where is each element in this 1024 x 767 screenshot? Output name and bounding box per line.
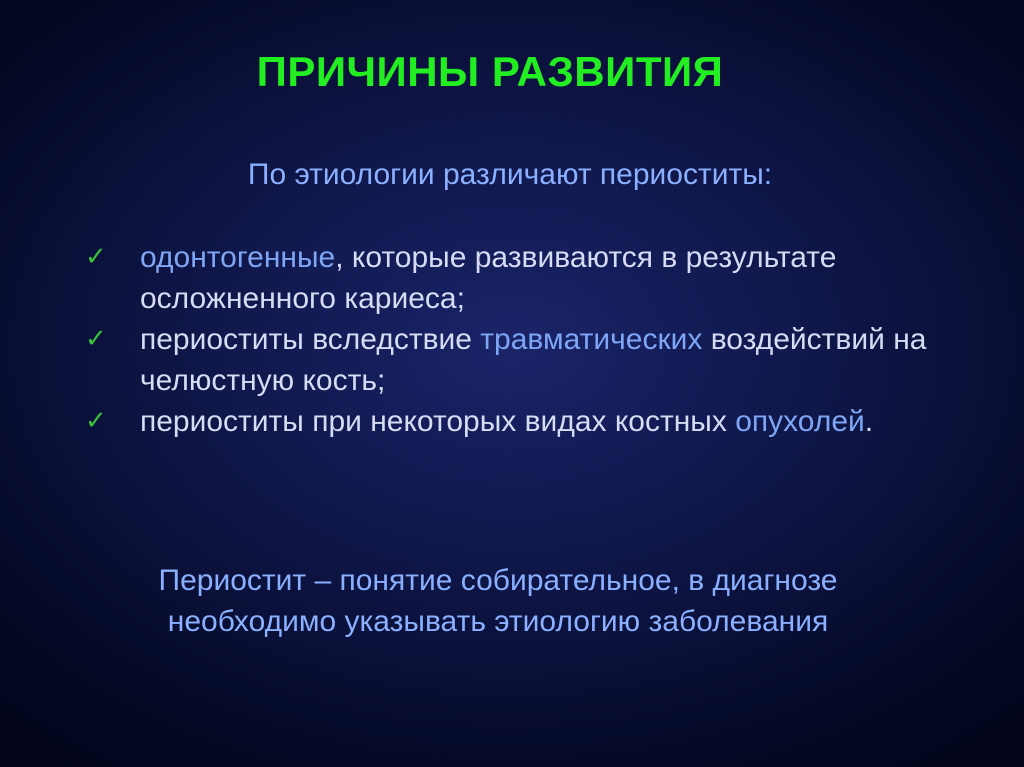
term-traumatic: травматических [480, 323, 703, 356]
item-text: . [864, 405, 874, 438]
list-item-tumors [85, 401, 965, 442]
note-line-1: Периостит – понятие собирательное, в диагнозе [158, 564, 838, 597]
cause-list [85, 237, 965, 442]
slide-subtitle [0, 158, 1024, 192]
note-line-2: необходимо указывать этиологию заболевания [167, 605, 829, 638]
item-text: , которые развиваются в результате осложненного кариеса; [140, 241, 837, 315]
summary-note [0, 560, 996, 642]
list-item-odontogenic [85, 237, 965, 319]
checkmark-icon: ✓ [85, 406, 107, 436]
item-text: воздействий на челюстную кость; [140, 323, 927, 397]
term-odontogenic: одонтогенные [140, 241, 336, 274]
list-item-traumatic [85, 319, 965, 401]
checkmark-icon: ✓ [85, 324, 107, 354]
checkmark-icon: ✓ [85, 242, 107, 272]
term-tumors: опухолей [735, 405, 865, 438]
item-text: периоститы при некоторых видах костных [140, 405, 736, 438]
item-text: периоститы вследствие [140, 323, 481, 356]
slide-title: ПРИЧИНЫ РАЗВИТИЯ [256, 48, 724, 95]
subtitle-text: По этиологии различают периоститы: [247, 158, 773, 191]
